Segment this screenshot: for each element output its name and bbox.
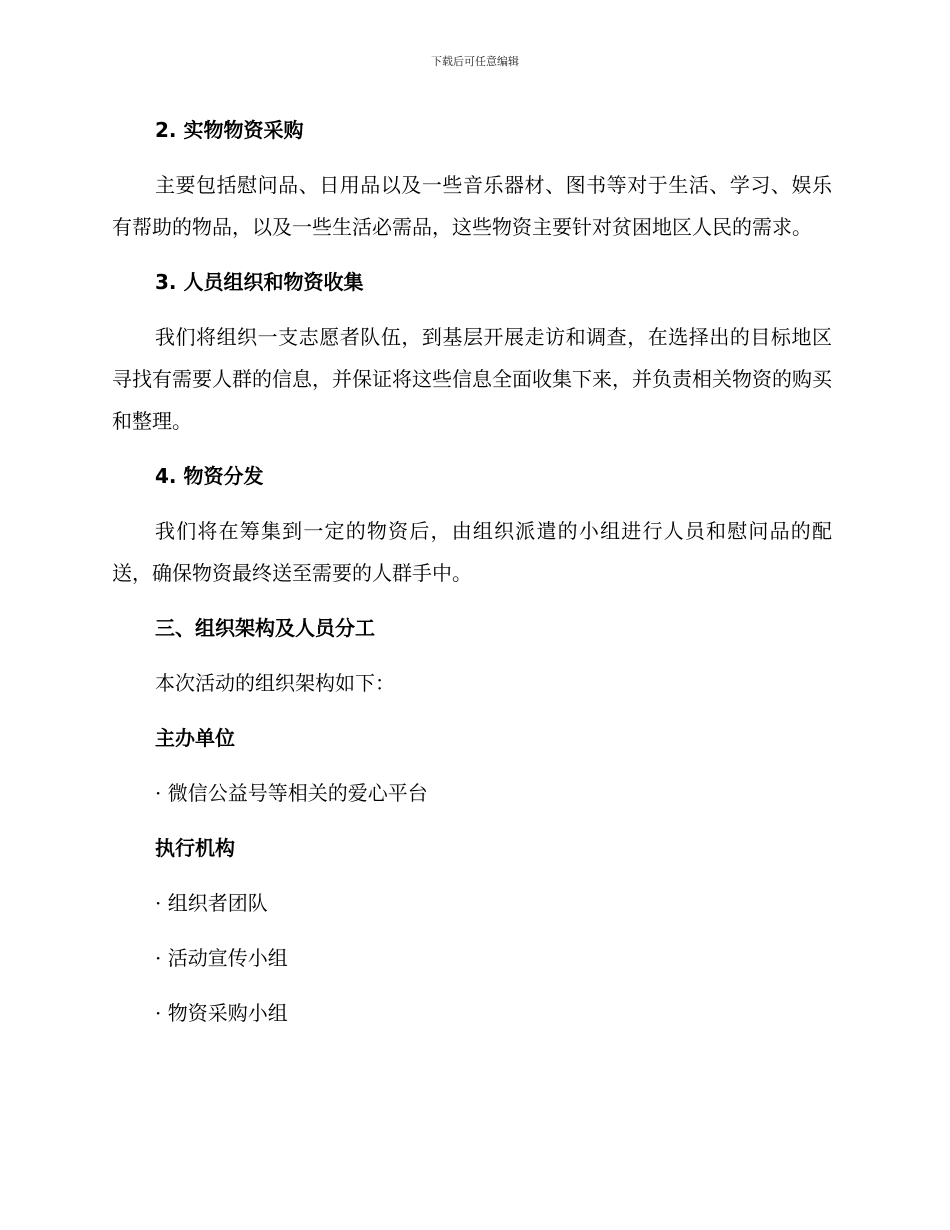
list-item-executor: · 活动宣传小组: [155, 946, 288, 970]
paragraph-organization: 我们将组织一支志愿者队伍，到基层开展走访和调查，在选择出的目标地区寻找有需要人群的信息，并保证将这些信息全面收集下来，并负责相关物资的购买和整理。: [112, 325, 832, 433]
section-heading-organization: 3. 人员组织和物资收集: [155, 270, 364, 294]
paragraph-procurement: 主要包括慰问品、日用品以及一些音乐器材、图书等对于生活、学习、娱乐有帮助的物品，以及一些生活必需品，这些物资主要针对贫困地区人民的需求。: [112, 173, 832, 239]
list-item-executor: · 物资采购小组: [155, 1001, 288, 1025]
subheading-executor: 执行机构: [155, 836, 235, 860]
section-heading-procurement: 2. 实物物资采购: [155, 118, 304, 142]
paragraph-structure-intro: 本次活动的组织架构如下：: [155, 671, 395, 695]
list-item-executor: · 组织者团队: [155, 891, 268, 915]
section-heading-distribution: 4. 物资分发: [155, 464, 264, 488]
header-note: 下载后可任意编辑: [431, 55, 519, 68]
list-item-host: · 微信公益号等相关的爱心平台: [155, 781, 428, 805]
subheading-host: 主办单位: [155, 726, 235, 750]
document-body: [112, 110, 832, 1027]
paragraph-distribution: 我们将在筹集到一定的物资后，由组织派遣的小组进行人员和慰问品的配送，确保物资最终送至需要的人群手中。: [112, 519, 832, 585]
section-heading-structure: 三、组织架构及人员分工: [155, 616, 375, 640]
